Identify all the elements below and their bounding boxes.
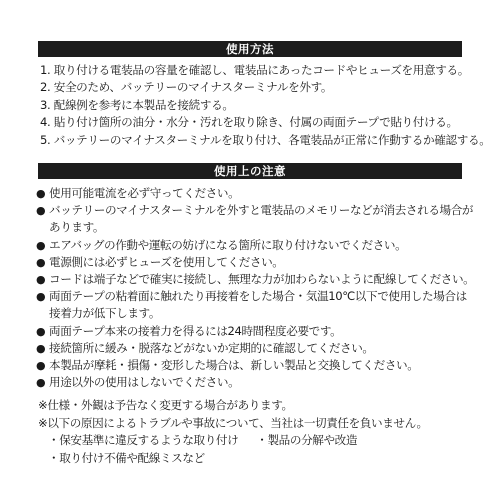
usage-steps-list: [40, 62, 491, 149]
precaution-text-continued: あります。: [49, 220, 105, 235]
usage-step: 4. 貼り付け箇所の油分・水分・汚れを取り除き、付属の両面テープで貼り付ける。: [40, 115, 458, 130]
precaution-text: 接続箇所に緩み・脱落などがないか定期的に確認してください。: [49, 340, 374, 355]
precaution-text: 両面テープの粘着面に触れたり再接着をした場合・気温10℃以下で使用した場合は: [49, 289, 467, 304]
spec-change-note: ※仕様・外観は予告なく変更する場合があります。: [38, 398, 293, 412]
precaution-item: [36, 340, 476, 357]
usage-step: 3. 配線例を参考に本製品を接続する。: [40, 97, 234, 112]
bullet-icon: ●: [36, 187, 46, 200]
precaution-item: [36, 288, 476, 322]
precaution-item: [36, 357, 476, 374]
precaution-text: 使用可能電流を必ず守ってください。: [49, 186, 240, 200]
precaution-text: バッテリーのマイナスターミナルを外すと電装品のメモリーなどが消去される場合が: [49, 203, 474, 218]
precaution-item: [36, 254, 476, 271]
usage-step: 1. 取り付ける電装品の容量を確認し、電装品にあったコードやヒューズを用意する。: [40, 63, 470, 77]
bullet-icon: ●: [36, 376, 46, 390]
liability-cause: ・取り付け不備や配線ミスなど: [48, 450, 205, 465]
bullet-icon: ●: [36, 273, 46, 287]
liability-cause: ・製品の分解や改造: [256, 433, 358, 447]
precaution-item: [36, 271, 476, 288]
precaution-item: [36, 237, 476, 254]
precautions-section-header: 使用上の注意: [38, 163, 462, 179]
precaution-item: [36, 374, 476, 391]
bullet-icon: ●: [36, 204, 46, 218]
liability-note: ※以下の原因によるトラブルや事故について、当社は一切責任を負いません。: [38, 415, 428, 430]
precaution-text-continued: 接着力が低下します。: [49, 306, 161, 321]
bullet-icon: ●: [36, 238, 46, 252]
usage-step: 2. 安全のため、バッテリーのマイナスターミナルを外す。: [40, 80, 333, 95]
bullet-icon: ●: [36, 290, 46, 304]
precaution-text: コードは端子などで確実に接続し、無理な力が加わらないように配線してください。: [49, 272, 475, 287]
usage-step: 5. バッテリーのマイナスターミナルを取り付け、各電装品が正常に作動するか確認する。: [40, 132, 491, 147]
precaution-text: エアバッグの作動や運転の妨げになる箇所に取り付けないでください。: [49, 237, 407, 252]
precaution-text: 電源側には必ずヒューズを使用してください。: [49, 254, 284, 269]
bullet-icon: ●: [36, 324, 46, 338]
precaution-text: 本製品が摩耗・損傷・変形した場合は、新しい製品と交換してください。: [49, 358, 419, 373]
liability-cause: ・保安基準に違反するような取り付け: [48, 433, 239, 447]
precaution-item: [36, 323, 476, 340]
precaution-item: [36, 185, 476, 202]
precautions-list: [36, 185, 476, 391]
liability-causes-row: [38, 432, 488, 450]
footer-notes: [38, 397, 488, 467]
bullet-icon: ●: [36, 255, 46, 269]
precaution-text: 両面テープ本来の接着力を得るには24時間程度必要です。: [49, 323, 342, 338]
precaution-item: [36, 202, 476, 236]
bullet-icon: ●: [36, 341, 46, 355]
liability-causes-row: [38, 450, 488, 468]
bullet-icon: ●: [36, 359, 46, 373]
precaution-text: 用途以外の使用はしないでください。: [49, 375, 240, 390]
usage-section-header: 使用方法: [38, 41, 462, 57]
